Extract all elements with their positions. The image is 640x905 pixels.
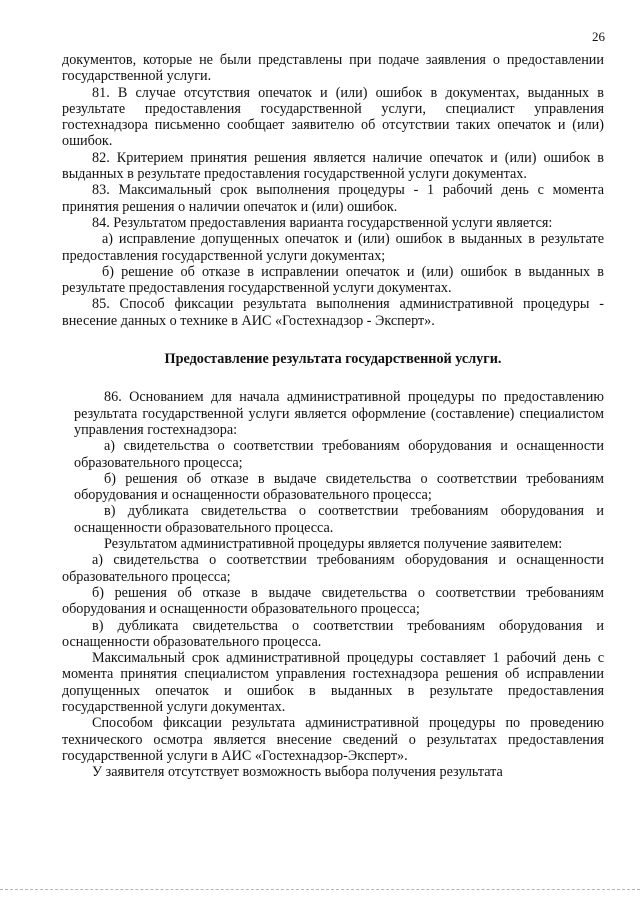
paragraph-84: 84. Результатом предоставления варианта государственной услуги является: bbox=[92, 214, 553, 231]
paragraph-82: 82. Критерием принятия решения является наличие опечаток и (или) ошибок в выданных в результате предоставления государственной услуги документах. bbox=[62, 149, 604, 183]
paragraph: Максимальный срок административной процедуры составляет 1 рабочий день с момента принятия специалистом управления гостехнадзора решения об исправлении допущенных опечаток и ошибок в выданных в результате предоставления государственной услуги документах. bbox=[62, 650, 604, 715]
list-item: в) дубликата свидетельства о соответствии требованиям оборудования и оснащенности образовательного процесса. bbox=[74, 503, 604, 536]
document-body bbox=[62, 52, 604, 780]
paragraph-83: 83. Максимальный срок выполнения процедуры - 1 рабочий день с момента принятия решения о наличии опечаток и (или) ошибок. bbox=[62, 182, 604, 215]
list-item: а) свидетельства о соответствии требованиям оборудования и оснащенности образовательного процесса; bbox=[74, 438, 604, 471]
paragraph: Результатом административной процедуры является получение заявителем: bbox=[104, 536, 563, 553]
list-item: в) дубликата свидетельства о соответствии требованиям оборудования и оснащенности образовательного процесса. bbox=[62, 617, 604, 650]
list-item: б) решение об отказе в исправлении опечаток и (или) ошибок в выданных в результате предоставления государственной услуги документах. bbox=[62, 263, 604, 297]
paragraph-85: 85. Способ фиксации результата выполнения административной процедуры - внесение данных о технике в АИС «Гостехнадзор - Эксперт». bbox=[62, 296, 604, 329]
list-item: б) решения об отказе в выдаче свидетельства о соответствии требованиям оборудования и оснащенности образовательного процесса; bbox=[62, 584, 604, 618]
list-item: б) решения об отказе в выдаче свидетельства о соответствии требованиям оборудования и оснащенности образовательного процесса; bbox=[74, 470, 604, 504]
paragraph: У заявителя отсутствует возможность выбора получения результата bbox=[92, 764, 503, 781]
paragraph-81: 81. В случае отсутствия опечаток и (или) ошибок в документах, выданных в результате предоставления государственной услуги, специалист управления гостехнадзора письменно сообщает заявителю об отсутствии таких опечаток и (или) ошибок. bbox=[62, 84, 604, 150]
section-heading: Предоставление результата государственной услуги. bbox=[164, 351, 502, 368]
page-number: 26 bbox=[592, 29, 605, 44]
paragraph: Способом фиксации результата административной процедуры по проведению технического осмотра является внесение сведений о результатах предоставления государственной услуги в АИС «Гостехнадзор-Эксперт». bbox=[62, 715, 604, 764]
list-item: а) исправление допущенных опечаток и (или) ошибок в выданных в результате предоставления государственной услуги документах; bbox=[62, 231, 604, 264]
list-item: а) свидетельства о соответствии требованиям оборудования и оснащенности образовательного процесса; bbox=[62, 552, 604, 585]
page-bottom-divider bbox=[0, 889, 640, 891]
section-body bbox=[62, 389, 604, 552]
paragraph: документов, которые не были представлены при подаче заявления о предоставлении государственной услуги. bbox=[62, 52, 604, 85]
paragraph-86: 86. Основанием для начала административной процедуры по предоставлению результата государственной услуги является оформление (составление) специалистом управления гостехнадзора: bbox=[74, 389, 604, 438]
